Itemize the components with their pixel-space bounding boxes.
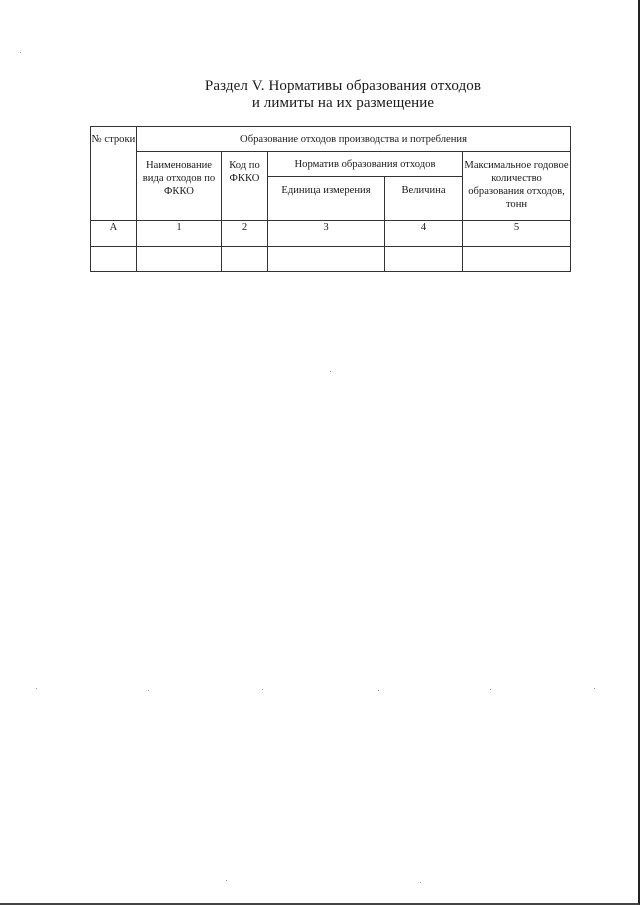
fkko-code-header: Код по ФККО [222,152,268,221]
waste-norms-table [90,126,571,272]
generation-norm-header: Норматив образования отходов [268,152,463,177]
waste-name-header: Наименование вида отходов по ФККО [137,152,222,221]
row-number-header: № строки [91,127,137,221]
table-cell [385,247,463,272]
scan-speck [594,688,595,689]
column-index-cell: А [91,221,137,247]
column-index-cell: 5 [463,221,571,247]
section-title [0,78,640,112]
scan-speck [36,688,37,689]
column-index-cell: 2 [222,221,268,247]
table-row [91,247,571,272]
waste-generation-header: Образование отходов производства и потребления [137,127,571,152]
column-index-cell: 3 [268,221,385,247]
column-index-cell: 4 [385,221,463,247]
table-cell [463,247,571,272]
section-title-line-2: и лимиты на их размещение [251,95,435,111]
scan-speck [420,882,421,883]
scan-speck [262,689,263,690]
column-index-cell: 1 [137,221,222,247]
scan-speck [330,371,331,372]
section-title-line-1: Раздел V. Нормативы образования отходов [204,78,482,94]
scan-speck [148,690,149,691]
value-header: Величина [385,177,463,221]
scan-speck [378,690,379,691]
scan-speck [20,52,21,53]
scan-speck [226,880,227,881]
scan-speck [490,689,491,690]
table-cell [268,247,385,272]
table-cell [137,247,222,272]
table-cell [222,247,268,272]
max-annual-amount-header: Максимальное годовое количество образования отходов, тонн [463,152,571,221]
column-index-row [91,221,571,247]
table-cell [91,247,137,272]
unit-header: Единица измерения [268,177,385,221]
